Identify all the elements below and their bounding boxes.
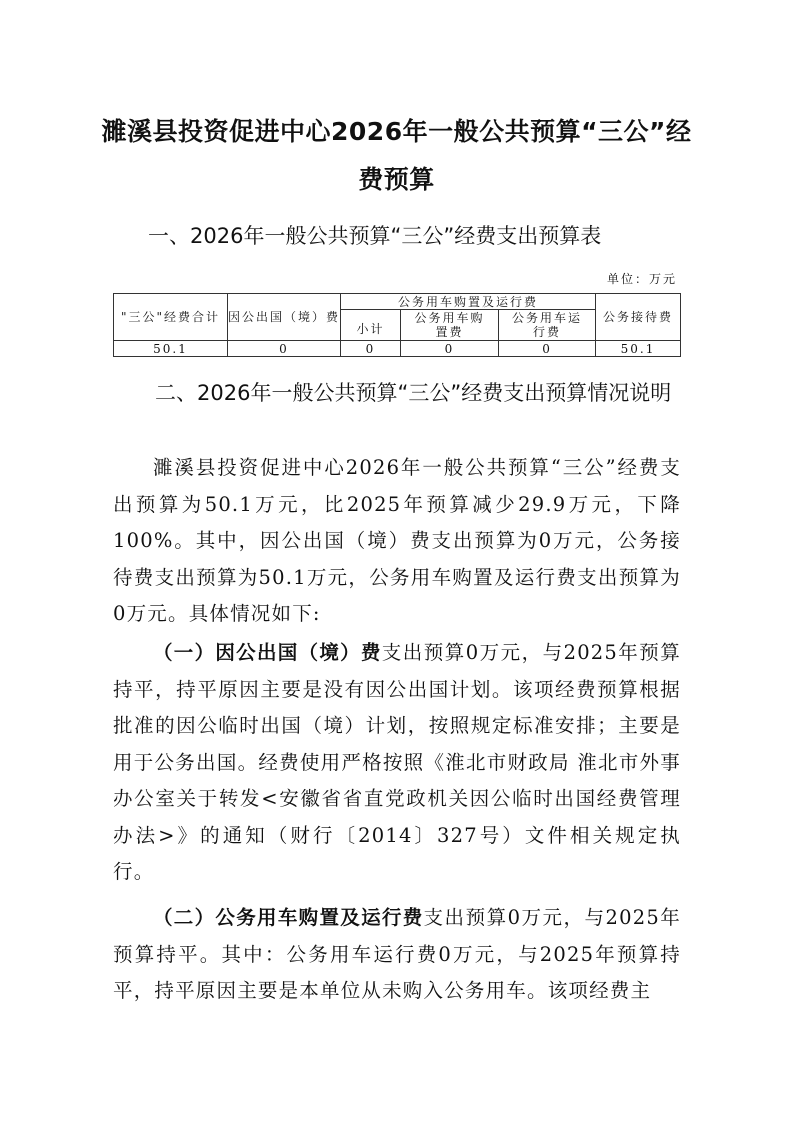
cell-vehicle-subtotal: 0 [341,341,401,357]
header-vehicle-purchase: 公务用车购置费 [401,310,499,341]
header-vehicle-operation: 公务用车运行费 [499,310,596,341]
section-heading-explanation: 二、2026年一般公共预算“三公”经费支出预算情况说明 [155,381,672,405]
header-reception: 公务接待费 [596,294,681,341]
section-heading-table: 一、2026年一般公共预算“三公”经费支出预算表 [148,224,602,248]
unit-label: 单位：万元 [606,272,677,286]
table-row [114,341,681,357]
document-title: 濉溪县投资促进中心2026年一般公共预算“三公”经费预算 [101,117,692,194]
cell-reception: 50.1 [596,341,681,357]
paragraph-vehicle-lead: （二）公务用车购置及运行费 [153,906,424,929]
paragraph-vehicle [113,900,681,1010]
paragraph-overseas-body: 支出预算0万元，与2025年预算持平，持平原因主要是没有因公出国计划。该项经费预算根据批准的因公临时出国（境）计划，按照规定标准安排；主要是用于公务出国。经费使用严格按照《淮北市财政局 淮北市外事办公室关于转发<安徽省省直党政机关因公临时出国经费管理办法>》的通知（财行〔2014〕327号）文件相关规定执行。 [113,641,681,883]
cell-vehicle-purchase: 0 [401,341,499,357]
table-header-row-1 [114,294,681,310]
paragraph-vehicle-body: 支出预算0万元，与2025年预算持平。其中：公务用车运行费0万元，与2025年预算持平，持平原因主要是本单位从未购入公务用车。该项经费主 [113,906,681,1002]
cell-total: 50.1 [114,341,228,357]
paragraph-overseas-lead: （一）因公出国（境）费 [153,641,382,664]
header-total: "三公"经费合计 [114,294,228,341]
three-public-budget-table [113,293,681,357]
header-vehicle-subtotal: 小计 [341,310,401,341]
paragraph-summary: 濉溪县投资促进中心2026年一般公共预算“三公”经费支出预算为50.1万元，比2025年预算减少29.9万元，下降100%。其中，因公出国（境）费支出预算为0万元，公务接待费支出预算为50.1万元，公务用车购置及运行费支出预算为0万元。具体情况如下: [113,456,681,625]
cell-overseas: 0 [228,341,341,357]
cell-vehicle-operation: 0 [499,341,596,357]
header-overseas: 因公出国（境）费 [228,294,341,341]
paragraph-overseas [113,635,681,891]
header-vehicle-group: 公务用车购置及运行费 [341,294,596,310]
